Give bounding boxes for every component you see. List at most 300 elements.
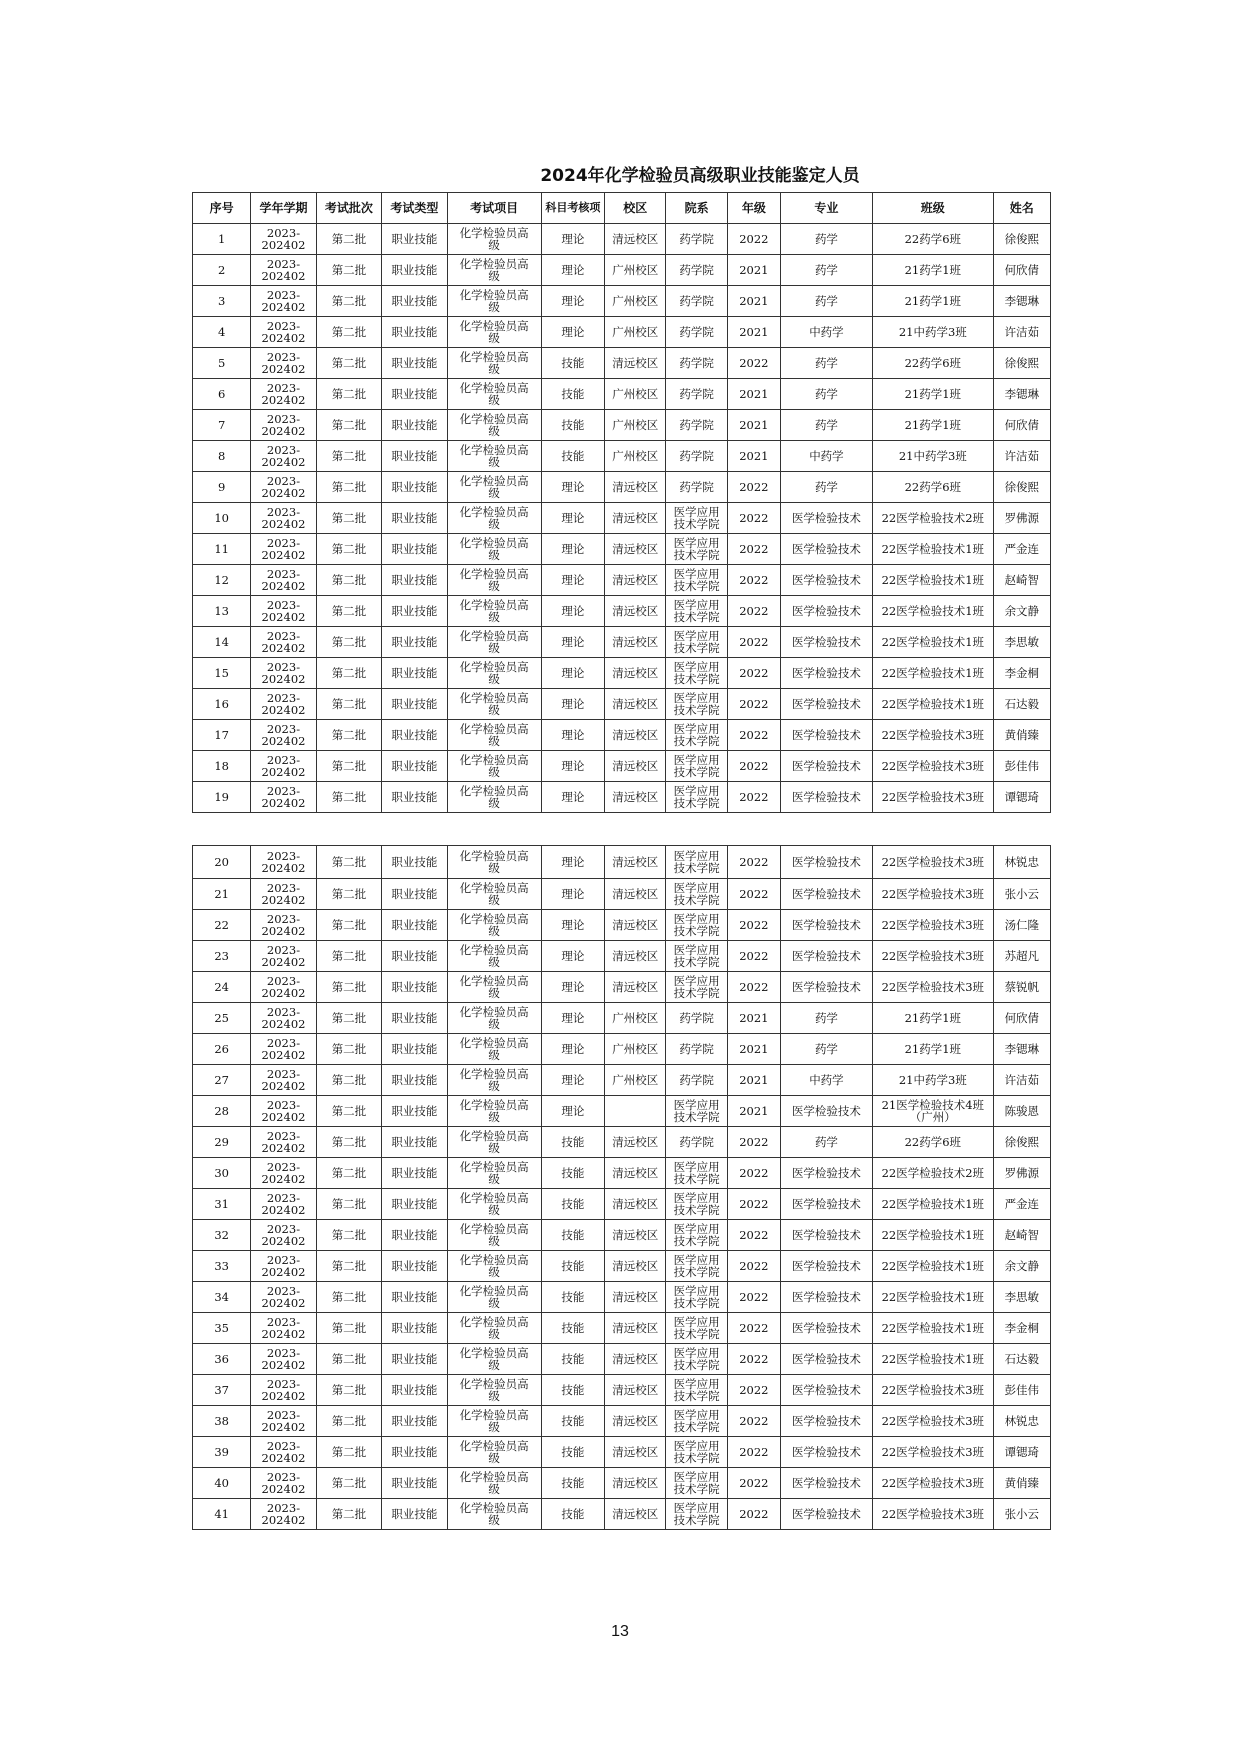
cell-major: 医学检验技术	[780, 1282, 872, 1313]
cell-grade: 2022	[727, 1158, 780, 1189]
cell-major: 医学检验技术	[780, 534, 872, 565]
cell-seq: 18	[193, 751, 251, 782]
cell-seq: 27	[193, 1065, 251, 1096]
cell-seq: 40	[193, 1468, 251, 1499]
cell-class: 22医学检验技术1班	[872, 1282, 993, 1313]
cell-batch: 第二批	[316, 565, 381, 596]
cell-seq: 37	[193, 1375, 251, 1406]
cell-major: 药学	[780, 472, 872, 503]
cell-grade: 2022	[727, 472, 780, 503]
cell-campus: 清远校区	[605, 879, 666, 910]
cell-campus: 清远校区	[605, 972, 666, 1003]
cell-exam-item: 化学检验员高 级	[447, 627, 541, 658]
cell-batch: 第二批	[316, 1282, 381, 1313]
cell-seq: 4	[193, 317, 251, 348]
table-row	[193, 1406, 1051, 1437]
cell-grade: 2022	[727, 910, 780, 941]
cell-department: 药学院	[666, 1065, 727, 1096]
cell-batch: 第二批	[316, 1437, 381, 1468]
cell-seq: 8	[193, 441, 251, 472]
document-title: 2024年化学检验员高级职业技能鉴定人员	[540, 166, 860, 186]
cell-batch: 第二批	[316, 317, 381, 348]
cell-grade: 2022	[727, 751, 780, 782]
cell-campus: 清远校区	[605, 1468, 666, 1499]
cell-subject: 技能	[541, 1251, 604, 1282]
cell-exam-type: 职业技能	[382, 846, 447, 879]
cell-major: 医学检验技术	[780, 751, 872, 782]
cell-major: 医学检验技术	[780, 658, 872, 689]
cell-major: 药学	[780, 286, 872, 317]
cell-exam-item: 化学检验员高 级	[447, 410, 541, 441]
cell-exam-type: 职业技能	[382, 1096, 447, 1127]
table-row	[193, 972, 1051, 1003]
cell-major: 医学检验技术	[780, 1158, 872, 1189]
cell-grade: 2022	[727, 1468, 780, 1499]
cell-exam-item: 化学检验员高 级	[447, 846, 541, 879]
cell-campus: 清远校区	[605, 689, 666, 720]
cell-term: 2023- 202402	[251, 1034, 316, 1065]
cell-subject: 技能	[541, 1375, 604, 1406]
cell-exam-type: 职业技能	[382, 1406, 447, 1437]
cell-exam-type: 职业技能	[382, 1127, 447, 1158]
cell-grade: 2021	[727, 255, 780, 286]
cell-grade: 2022	[727, 1220, 780, 1251]
cell-campus: 清远校区	[605, 627, 666, 658]
table-row	[193, 1034, 1051, 1065]
cell-major: 医学检验技术	[780, 1220, 872, 1251]
table-row	[193, 1344, 1051, 1375]
cell-class: 22医学检验技术1班	[872, 534, 993, 565]
cell-subject: 技能	[541, 441, 604, 472]
cell-department: 医学应用 技术学院	[666, 1220, 727, 1251]
cell-name: 何欣倩	[993, 1003, 1050, 1034]
cell-batch: 第二批	[316, 627, 381, 658]
cell-campus: 广州校区	[605, 1065, 666, 1096]
cell-class: 22医学检验技术3班	[872, 1406, 993, 1437]
cell-batch: 第二批	[316, 1344, 381, 1375]
cell-name: 余文静	[993, 596, 1050, 627]
cell-term: 2023- 202402	[251, 1499, 316, 1530]
cell-batch: 第二批	[316, 1313, 381, 1344]
cell-exam-item: 化学检验员高 级	[447, 1282, 541, 1313]
cell-campus: 广州校区	[605, 1003, 666, 1034]
table-row	[193, 348, 1051, 379]
cell-grade: 2021	[727, 317, 780, 348]
cell-class: 22医学检验技术3班	[872, 782, 993, 813]
cell-exam-item: 化学检验员高 级	[447, 1375, 541, 1406]
cell-grade: 2021	[727, 1065, 780, 1096]
cell-exam-item: 化学检验员高 级	[447, 534, 541, 565]
cell-exam-type: 职业技能	[382, 1189, 447, 1220]
cell-campus: 清远校区	[605, 1189, 666, 1220]
cell-class: 21中药学3班	[872, 441, 993, 472]
cell-subject: 理论	[541, 941, 604, 972]
cell-grade: 2021	[727, 1034, 780, 1065]
cell-department: 药学院	[666, 1003, 727, 1034]
cell-major: 医学检验技术	[780, 1251, 872, 1282]
cell-name: 余文静	[993, 1251, 1050, 1282]
cell-grade: 2022	[727, 1189, 780, 1220]
cell-class: 21药学1班	[872, 255, 993, 286]
cell-class: 22药学6班	[872, 224, 993, 255]
cell-subject: 技能	[541, 1220, 604, 1251]
cell-term: 2023- 202402	[251, 596, 316, 627]
table-row	[193, 1158, 1051, 1189]
cell-batch: 第二批	[316, 1468, 381, 1499]
cell-exam-item: 化学检验员高 级	[447, 1406, 541, 1437]
cell-campus: 清远校区	[605, 596, 666, 627]
cell-exam-item: 化学检验员高 级	[447, 379, 541, 410]
cell-seq: 22	[193, 910, 251, 941]
table-row	[193, 410, 1051, 441]
cell-name: 许洁茹	[993, 317, 1050, 348]
cell-department: 医学应用 技术学院	[666, 534, 727, 565]
table-row	[193, 1437, 1051, 1468]
cell-department: 药学院	[666, 441, 727, 472]
cell-exam-item: 化学检验员高 级	[447, 1096, 541, 1127]
cell-major: 医学检验技术	[780, 565, 872, 596]
cell-exam-type: 职业技能	[382, 941, 447, 972]
cell-exam-type: 职业技能	[382, 317, 447, 348]
cell-term: 2023- 202402	[251, 1437, 316, 1468]
cell-exam-type: 职业技能	[382, 627, 447, 658]
cell-major: 药学	[780, 410, 872, 441]
cell-exam-type: 职业技能	[382, 441, 447, 472]
cell-campus: 清远校区	[605, 941, 666, 972]
cell-department: 医学应用 技术学院	[666, 1437, 727, 1468]
cell-campus: 清远校区	[605, 534, 666, 565]
cell-campus: 广州校区	[605, 410, 666, 441]
cell-exam-type: 职业技能	[382, 472, 447, 503]
cell-major: 医学检验技术	[780, 1437, 872, 1468]
cell-department: 医学应用 技术学院	[666, 596, 727, 627]
table-row	[193, 1220, 1051, 1251]
cell-seq: 38	[193, 1406, 251, 1437]
table-row	[193, 782, 1051, 813]
cell-campus: 清远校区	[605, 1251, 666, 1282]
cell-department: 医学应用 技术学院	[666, 1313, 727, 1344]
cell-subject: 技能	[541, 1158, 604, 1189]
cell-batch: 第二批	[316, 441, 381, 472]
cell-exam-item: 化学检验员高 级	[447, 910, 541, 941]
cell-campus: 清远校区	[605, 910, 666, 941]
cell-department: 药学院	[666, 255, 727, 286]
cell-batch: 第二批	[316, 1127, 381, 1158]
cell-grade: 2022	[727, 879, 780, 910]
cell-subject: 技能	[541, 1499, 604, 1530]
cell-exam-type: 职业技能	[382, 565, 447, 596]
cell-batch: 第二批	[316, 1406, 381, 1437]
cell-term: 2023- 202402	[251, 441, 316, 472]
cell-subject: 技能	[541, 379, 604, 410]
cell-class: 22医学检验技术2班	[872, 1158, 993, 1189]
cell-batch: 第二批	[316, 689, 381, 720]
cell-exam-type: 职业技能	[382, 503, 447, 534]
cell-class: 22药学6班	[872, 1127, 993, 1158]
table-row	[193, 627, 1051, 658]
cell-department: 医学应用 技术学院	[666, 1251, 727, 1282]
cell-department: 医学应用 技术学院	[666, 1406, 727, 1437]
cell-batch: 第二批	[316, 534, 381, 565]
cell-major: 医学检验技术	[780, 720, 872, 751]
cell-exam-type: 职业技能	[382, 1499, 447, 1530]
cell-batch: 第二批	[316, 379, 381, 410]
cell-class: 21药学1班	[872, 379, 993, 410]
cell-seq: 28	[193, 1096, 251, 1127]
cell-major: 医学检验技术	[780, 879, 872, 910]
cell-campus: 广州校区	[605, 255, 666, 286]
table-row	[193, 224, 1051, 255]
cell-major: 中药学	[780, 1065, 872, 1096]
cell-term: 2023- 202402	[251, 348, 316, 379]
header-batch: 考试批次	[316, 193, 381, 224]
cell-term: 2023- 202402	[251, 846, 316, 879]
cell-subject: 技能	[541, 348, 604, 379]
cell-exam-type: 职业技能	[382, 972, 447, 1003]
cell-exam-type: 职业技能	[382, 410, 447, 441]
table-row	[193, 534, 1051, 565]
table-row	[193, 255, 1051, 286]
cell-major: 中药学	[780, 317, 872, 348]
cell-exam-item: 化学检验员高 级	[447, 1003, 541, 1034]
cell-major: 医学检验技术	[780, 972, 872, 1003]
cell-campus: 清远校区	[605, 472, 666, 503]
cell-exam-item: 化学检验员高 级	[447, 472, 541, 503]
cell-name: 罗佛源	[993, 503, 1050, 534]
cell-exam-item: 化学检验员高 级	[447, 565, 541, 596]
cell-exam-item: 化学检验员高 级	[447, 1468, 541, 1499]
cell-seq: 34	[193, 1282, 251, 1313]
header-exam-type: 考试类型	[382, 193, 447, 224]
cell-exam-item: 化学检验员高 级	[447, 782, 541, 813]
cell-name: 严金连	[993, 534, 1050, 565]
cell-exam-item: 化学检验员高 级	[447, 348, 541, 379]
cell-campus: 清远校区	[605, 1158, 666, 1189]
cell-term: 2023- 202402	[251, 879, 316, 910]
cell-class: 22医学检验技术3班	[872, 910, 993, 941]
cell-exam-type: 职业技能	[382, 1282, 447, 1313]
cell-exam-item: 化学检验员高 级	[447, 689, 541, 720]
cell-exam-item: 化学检验员高 级	[447, 596, 541, 627]
cell-subject: 理论	[541, 255, 604, 286]
cell-grade: 2022	[727, 224, 780, 255]
cell-name: 何欣倩	[993, 410, 1050, 441]
table-row	[193, 472, 1051, 503]
cell-campus: 清远校区	[605, 1499, 666, 1530]
cell-subject: 理论	[541, 627, 604, 658]
cell-grade: 2022	[727, 1344, 780, 1375]
cell-exam-item: 化学检验员高 级	[447, 1251, 541, 1282]
cell-name: 林锐忠	[993, 1406, 1050, 1437]
cell-grade: 2021	[727, 379, 780, 410]
cell-grade: 2022	[727, 1375, 780, 1406]
cell-batch: 第二批	[316, 658, 381, 689]
cell-department: 医学应用 技术学院	[666, 1158, 727, 1189]
roster-table-part-1	[192, 192, 1051, 813]
cell-batch: 第二批	[316, 286, 381, 317]
table-row	[193, 720, 1051, 751]
cell-grade: 2021	[727, 1096, 780, 1127]
cell-major: 医学检验技术	[780, 503, 872, 534]
cell-term: 2023- 202402	[251, 255, 316, 286]
cell-seq: 24	[193, 972, 251, 1003]
cell-batch: 第二批	[316, 1251, 381, 1282]
cell-term: 2023- 202402	[251, 1096, 316, 1127]
cell-major: 药学	[780, 1127, 872, 1158]
cell-name: 赵崎智	[993, 565, 1050, 596]
cell-campus: 清远校区	[605, 503, 666, 534]
cell-subject: 理论	[541, 689, 604, 720]
cell-subject: 技能	[541, 1127, 604, 1158]
cell-department: 医学应用 技术学院	[666, 1375, 727, 1406]
cell-name: 林锐忠	[993, 846, 1050, 879]
cell-batch: 第二批	[316, 782, 381, 813]
cell-department: 医学应用 技术学院	[666, 879, 727, 910]
cell-term: 2023- 202402	[251, 658, 316, 689]
cell-grade: 2022	[727, 1127, 780, 1158]
cell-exam-type: 职业技能	[382, 1034, 447, 1065]
cell-seq: 39	[193, 1437, 251, 1468]
table-row	[193, 317, 1051, 348]
cell-subject: 技能	[541, 1282, 604, 1313]
cell-campus: 清远校区	[605, 782, 666, 813]
cell-department: 医学应用 技术学院	[666, 846, 727, 879]
cell-subject: 理论	[541, 1096, 604, 1127]
cell-campus: 广州校区	[605, 1034, 666, 1065]
cell-name: 汤仁隆	[993, 910, 1050, 941]
cell-exam-item: 化学检验员高 级	[447, 751, 541, 782]
cell-seq: 29	[193, 1127, 251, 1158]
cell-name: 黄俏臻	[993, 720, 1050, 751]
cell-grade: 2022	[727, 972, 780, 1003]
table-row	[193, 286, 1051, 317]
table-row	[193, 503, 1051, 534]
cell-department: 医学应用 技术学院	[666, 720, 727, 751]
header-major: 专业	[780, 193, 872, 224]
cell-seq: 3	[193, 286, 251, 317]
cell-grade: 2022	[727, 941, 780, 972]
cell-major: 药学	[780, 1034, 872, 1065]
cell-class: 22医学检验技术1班	[872, 1344, 993, 1375]
cell-exam-type: 职业技能	[382, 782, 447, 813]
cell-exam-type: 职业技能	[382, 1003, 447, 1034]
cell-department: 医学应用 技术学院	[666, 782, 727, 813]
cell-major: 药学	[780, 379, 872, 410]
table-row	[193, 1499, 1051, 1530]
cell-term: 2023- 202402	[251, 1344, 316, 1375]
cell-class: 22药学6班	[872, 348, 993, 379]
cell-grade: 2022	[727, 565, 780, 596]
cell-term: 2023- 202402	[251, 379, 316, 410]
table-row	[193, 910, 1051, 941]
page-number: 13	[611, 1623, 629, 1640]
roster-table-part-2	[192, 845, 1051, 1530]
cell-term: 2023- 202402	[251, 972, 316, 1003]
cell-grade: 2022	[727, 348, 780, 379]
cell-term: 2023- 202402	[251, 1282, 316, 1313]
cell-grade: 2022	[727, 1406, 780, 1437]
cell-grade: 2022	[727, 1251, 780, 1282]
cell-class: 21药学1班	[872, 1003, 993, 1034]
cell-seq: 5	[193, 348, 251, 379]
cell-grade: 2022	[727, 1499, 780, 1530]
cell-seq: 12	[193, 565, 251, 596]
cell-batch: 第二批	[316, 255, 381, 286]
cell-name: 李思敏	[993, 627, 1050, 658]
cell-grade: 2022	[727, 534, 780, 565]
cell-seq: 13	[193, 596, 251, 627]
cell-major: 医学检验技术	[780, 1096, 872, 1127]
cell-exam-item: 化学检验员高 级	[447, 1034, 541, 1065]
cell-grade: 2022	[727, 503, 780, 534]
cell-seq: 23	[193, 941, 251, 972]
cell-exam-item: 化学检验员高 级	[447, 441, 541, 472]
cell-class: 22医学检验技术1班	[872, 596, 993, 627]
cell-exam-item: 化学检验员高 级	[447, 941, 541, 972]
cell-name: 李锶琳	[993, 379, 1050, 410]
cell-term: 2023- 202402	[251, 1313, 316, 1344]
cell-department: 医学应用 技术学院	[666, 565, 727, 596]
table-row	[193, 1468, 1051, 1499]
cell-grade: 2021	[727, 286, 780, 317]
cell-grade: 2021	[727, 441, 780, 472]
cell-exam-type: 职业技能	[382, 751, 447, 782]
cell-major: 医学检验技术	[780, 627, 872, 658]
cell-seq: 35	[193, 1313, 251, 1344]
cell-campus: 清远校区	[605, 720, 666, 751]
cell-subject: 理论	[541, 1065, 604, 1096]
cell-name: 李金桐	[993, 658, 1050, 689]
table-row	[193, 1313, 1051, 1344]
cell-class: 22医学检验技术1班	[872, 1220, 993, 1251]
cell-term: 2023- 202402	[251, 910, 316, 941]
cell-batch: 第二批	[316, 879, 381, 910]
cell-exam-item: 化学检验员高 级	[447, 286, 541, 317]
cell-seq: 20	[193, 846, 251, 879]
cell-campus: 广州校区	[605, 317, 666, 348]
cell-exam-item: 化学检验员高 级	[447, 1437, 541, 1468]
cell-seq: 9	[193, 472, 251, 503]
cell-name: 许洁茹	[993, 1065, 1050, 1096]
cell-campus: 清远校区	[605, 1313, 666, 1344]
header-department: 院系	[666, 193, 727, 224]
cell-name: 苏超凡	[993, 941, 1050, 972]
cell-subject: 技能	[541, 1344, 604, 1375]
cell-name: 蔡锐帆	[993, 972, 1050, 1003]
cell-name: 陈骏恩	[993, 1096, 1050, 1127]
cell-exam-item: 化学检验员高 级	[447, 1220, 541, 1251]
cell-campus: 清远校区	[605, 1437, 666, 1468]
cell-name: 何欣倩	[993, 255, 1050, 286]
cell-subject: 理论	[541, 565, 604, 596]
cell-exam-type: 职业技能	[382, 879, 447, 910]
cell-name: 谭锶琦	[993, 782, 1050, 813]
cell-exam-type: 职业技能	[382, 1313, 447, 1344]
cell-term: 2023- 202402	[251, 1189, 316, 1220]
cell-exam-item: 化学检验员高 级	[447, 879, 541, 910]
cell-major: 药学	[780, 348, 872, 379]
cell-seq: 7	[193, 410, 251, 441]
cell-term: 2023- 202402	[251, 503, 316, 534]
cell-major: 医学检验技术	[780, 1499, 872, 1530]
cell-name: 彭佳伟	[993, 1375, 1050, 1406]
cell-subject: 理论	[541, 1003, 604, 1034]
cell-term: 2023- 202402	[251, 941, 316, 972]
table-row	[193, 1065, 1051, 1096]
table-row	[193, 1096, 1051, 1127]
cell-campus: 清远校区	[605, 1406, 666, 1437]
cell-term: 2023- 202402	[251, 1251, 316, 1282]
